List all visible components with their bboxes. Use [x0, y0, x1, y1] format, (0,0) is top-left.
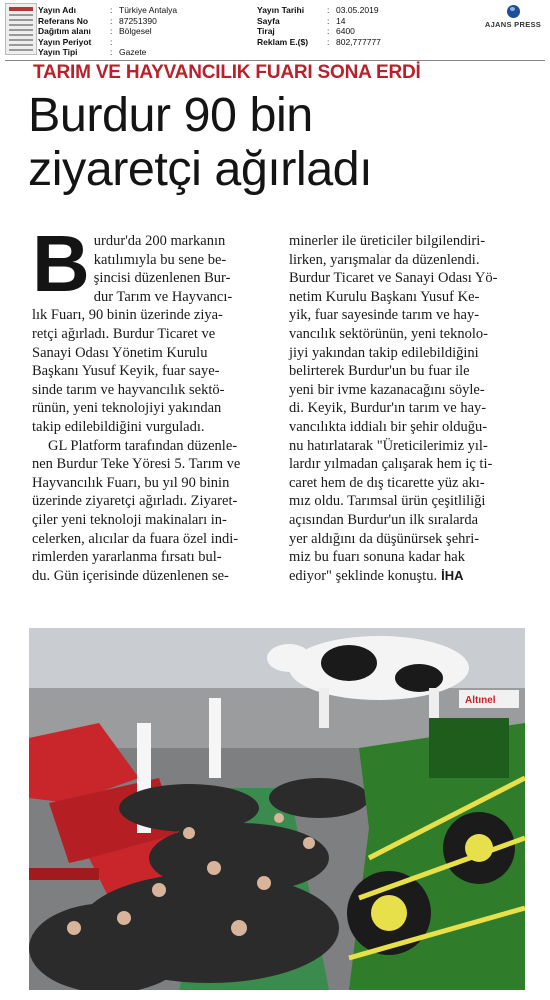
text-line: çiler yeni teknoloji makinaları in-	[32, 511, 227, 528]
publication-meta-right	[257, 5, 381, 47]
publication-meta-left	[38, 5, 177, 58]
text-line: Sanayi Odası Yönetim Kurulu	[32, 344, 208, 361]
text-line: yik, fuar sayesinde tarım ve hay-	[289, 307, 480, 324]
header-divider	[5, 60, 545, 61]
text-line: retçi ağırladı. Burdur Ticaret ve	[32, 325, 216, 342]
article-kicker: TARIM VE HAYVANCILIK FUARI SONA ERDİ	[33, 62, 421, 83]
text-line: lık Fuarı, 90 binin üzerinde ziya-	[32, 307, 223, 324]
text-line: dur Tarım ve Hayvancı-	[93, 288, 233, 305]
drop-cap: B	[32, 219, 90, 308]
text-line: vancılıkta iddialı bir şehir olduğu-	[289, 418, 488, 435]
text-line: nu hatırlatarak "Üreticilerimiz yıl-	[289, 437, 488, 454]
fair-photo	[29, 628, 525, 990]
text-line: celerken, alıcılar da fuara özel indi-	[32, 530, 239, 547]
article-column-2	[289, 232, 525, 585]
text-line: urdur'da 200 markanın	[93, 233, 226, 249]
text-line: üzerinde ziyaretçi ağırladı. Ziyaret-	[32, 493, 238, 510]
meta-row: Sayfa : 14	[257, 15, 346, 26]
text-line: Hayvancılık Fuarı, bu yıl 90 binin	[32, 474, 230, 491]
text-line: belirterek Burdur'un bu fuar ile	[289, 363, 470, 380]
text-line: şincisi düzenlenen Bur-	[93, 270, 231, 287]
meta-row: Tiraj : 6400	[257, 26, 355, 37]
agency-signoff: İHA	[441, 567, 464, 583]
ajans-press-logo: AJANS PRESS	[481, 5, 545, 29]
text-line: lardır yılmadan çalışarak hem iç ti-	[289, 456, 493, 473]
text-line: nen Burdur Teke Yöresi 5. Tarım ve	[32, 456, 241, 473]
meta-row: Yayın Tarihi : 03.05.2019	[257, 5, 379, 15]
text-line: Burdur Ticaret ve Sanayi Odası Yö-	[289, 270, 498, 287]
globe-icon	[507, 5, 520, 18]
text-line: minerler ile üreticiler bilgilendiri-	[289, 233, 486, 249]
text-line: Başkanı Yusuf Keyik, fuar saye-	[32, 363, 220, 380]
text-line: yeni bir ivme kazanacağını söyle-	[289, 381, 485, 398]
text-line: mız oldu. Tarımsal ürün çeşitliliği	[289, 493, 486, 510]
text-line: sinde tarım ve hayvancılık sektö-	[32, 381, 225, 398]
text-line: di. Keyik, Burdur'ın tarım ve hay-	[289, 400, 487, 417]
article-column-1	[32, 219, 277, 585]
text-line: du. Gün içerisinde düzenlenen se-	[32, 567, 229, 584]
meta-row: Referans No : 87251390	[38, 15, 157, 26]
text-line: rünün, yeni teknolojiyi yakından	[32, 400, 222, 417]
fair-photo-illustration	[29, 628, 525, 990]
text-line: caret hem de dış ticarette yüz akı-	[289, 474, 485, 491]
text-line: açısından Burdur'un ilk sıralarda	[289, 511, 479, 528]
headline-line: Burdur 90 bin	[28, 88, 313, 142]
text-line: rimlerden yararlanma fırsatı bul-	[32, 549, 222, 566]
text-line: takip edilebildiğini vurguladı.	[32, 418, 205, 435]
meta-row: Yayın Adı : Türkiye Antalya	[38, 5, 178, 15]
text-line: yer aldığını da düşünürsek şehri-	[289, 530, 480, 547]
meta-row: Yayın Periyot :	[38, 36, 113, 47]
text-line: vancılık sektörünün, yeni teknolo-	[289, 325, 488, 342]
meta-row: Yayın Tipi : Gazete	[38, 47, 147, 58]
stand-sign: Altınel	[465, 695, 496, 706]
headline-line: ziyaretçi ağırladı	[28, 142, 373, 196]
text-line: GL Platform tarafından düzenle-	[48, 437, 238, 454]
meta-row: Reklam E.($) : 802,777777	[257, 36, 381, 47]
text-line: ediyor" şeklinde konuştu. İHA	[289, 567, 464, 584]
page-thumbnail	[5, 3, 37, 55]
text-line: miz bu fuarı sonuna kadar hak	[289, 549, 465, 566]
article-headline	[28, 88, 372, 196]
text-line: jiyi yakından takip edilebildiğini	[289, 344, 479, 361]
text-line: netim Kurulu Başkanı Yusuf Ke-	[289, 288, 480, 305]
text-line: katılımıyla bu sene be-	[93, 251, 227, 268]
meta-row: Dağıtım alanı : Bölgesel	[38, 26, 152, 37]
text-line: lirken, yarışmalar da düzenlendi.	[289, 251, 480, 268]
